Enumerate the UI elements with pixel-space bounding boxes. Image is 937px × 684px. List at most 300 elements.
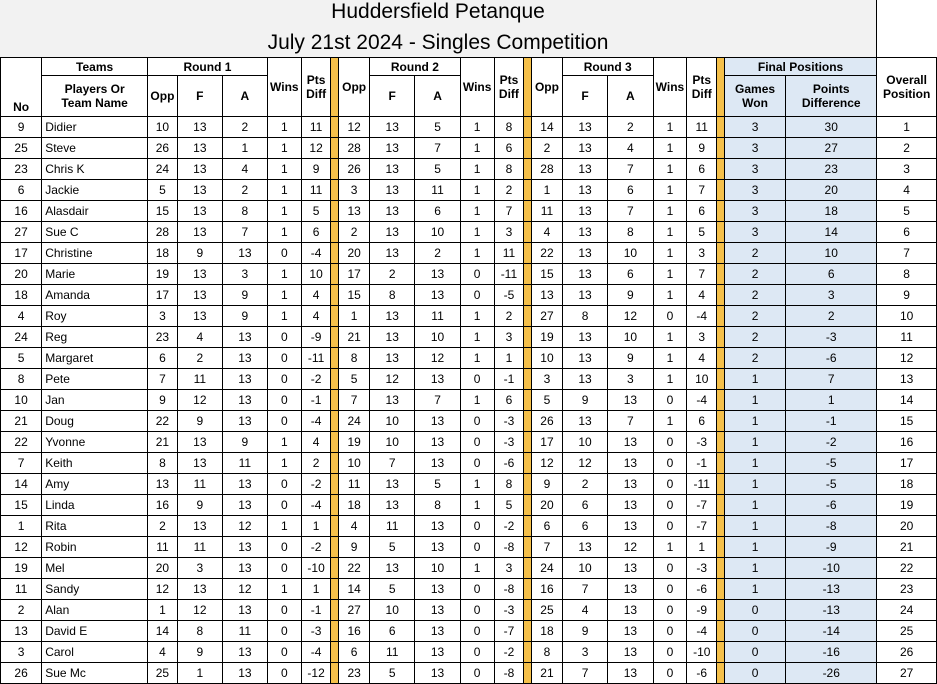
r2-pts-diff-cell: 6 <box>494 138 524 159</box>
column-separator <box>331 663 339 684</box>
overall-position-cell: 13 <box>877 369 937 390</box>
r1-against-cell: 12 <box>222 516 267 537</box>
points-difference-cell: 6 <box>786 264 877 285</box>
r3-against-cell: 7 <box>608 411 653 432</box>
r3-wins-cell: 0 <box>653 453 687 474</box>
r1-wins-cell: 1 <box>267 579 301 600</box>
r2-opp-cell: 8 <box>339 348 370 369</box>
column-separator <box>717 264 725 285</box>
player-number-cell: 21 <box>1 411 42 432</box>
col-header-opp-r1: Opp <box>148 76 178 117</box>
r3-for-cell: 13 <box>562 138 607 159</box>
games-won-cell: 2 <box>724 285 785 306</box>
overall-position-cell: 15 <box>877 411 937 432</box>
col-header-a-r3: A <box>608 76 653 117</box>
r3-for-cell: 6 <box>562 495 607 516</box>
r1-pts-diff-cell: -1 <box>301 390 331 411</box>
r2-against-cell: 5 <box>415 159 460 180</box>
r3-for-cell: 13 <box>562 264 607 285</box>
r2-opp-cell: 11 <box>339 474 370 495</box>
r2-wins-cell: 1 <box>460 558 494 579</box>
r3-for-cell: 13 <box>562 369 607 390</box>
column-separator <box>717 138 725 159</box>
r3-pts-diff-cell: 11 <box>687 117 717 138</box>
r2-pts-diff-cell: 1 <box>494 348 524 369</box>
column-separator <box>331 642 339 663</box>
r1-pts-diff-cell: 11 <box>301 180 331 201</box>
games-won-cell: 1 <box>724 474 785 495</box>
r3-pts-diff-cell: 4 <box>687 285 717 306</box>
r1-for-cell: 9 <box>177 642 222 663</box>
player-number-cell: 22 <box>1 432 42 453</box>
r3-against-cell: 6 <box>608 264 653 285</box>
r2-for-cell: 13 <box>370 495 415 516</box>
r2-wins-cell: 0 <box>460 264 494 285</box>
table-row <box>1 285 937 306</box>
r1-opp-cell: 23 <box>148 327 178 348</box>
r1-wins-cell: 1 <box>267 285 301 306</box>
r3-for-cell: 13 <box>562 222 607 243</box>
r1-pts-diff-cell: -3 <box>301 621 331 642</box>
points-difference-cell: 10 <box>786 243 877 264</box>
column-separator <box>717 159 725 180</box>
r1-pts-diff-cell: 6 <box>301 222 331 243</box>
r3-wins-cell: 1 <box>653 180 687 201</box>
table-row <box>1 180 937 201</box>
column-separator <box>717 369 725 390</box>
r2-for-cell: 13 <box>370 180 415 201</box>
column-separator <box>717 201 725 222</box>
r2-pts-diff-cell: -8 <box>494 663 524 684</box>
points-difference-cell: -10 <box>786 558 877 579</box>
points-difference-cell: -13 <box>786 579 877 600</box>
r3-for-cell: 9 <box>562 390 607 411</box>
overall-position-cell: 11 <box>877 327 937 348</box>
column-separator <box>331 579 339 600</box>
r1-against-cell: 2 <box>222 117 267 138</box>
column-separator <box>331 159 339 180</box>
table-row <box>1 579 937 600</box>
r1-for-cell: 13 <box>177 579 222 600</box>
r3-pts-diff-cell: 7 <box>687 180 717 201</box>
r2-opp-cell: 7 <box>339 390 370 411</box>
r3-pts-diff-cell: 3 <box>687 327 717 348</box>
r3-wins-cell: 1 <box>653 243 687 264</box>
r2-wins-cell: 1 <box>460 180 494 201</box>
r1-opp-cell: 28 <box>148 222 178 243</box>
r1-for-cell: 13 <box>177 138 222 159</box>
r3-wins-cell: 1 <box>653 411 687 432</box>
r1-pts-diff-cell: -9 <box>301 327 331 348</box>
r2-for-cell: 7 <box>370 453 415 474</box>
player-name-cell: Roy <box>42 306 148 327</box>
points-difference-cell: -6 <box>786 348 877 369</box>
r2-for-cell: 5 <box>370 537 415 558</box>
player-number-cell: 19 <box>1 558 42 579</box>
overall-position-cell: 7 <box>877 243 937 264</box>
column-separator <box>524 432 532 453</box>
r3-for-cell: 13 <box>562 327 607 348</box>
r2-pts-diff-cell: -3 <box>494 411 524 432</box>
r2-wins-cell: 1 <box>460 474 494 495</box>
r3-opp-cell: 9 <box>532 474 563 495</box>
r1-pts-diff-cell: -2 <box>301 369 331 390</box>
col-header-final-positions: Final Positions <box>724 58 876 76</box>
r1-for-cell: 2 <box>177 348 222 369</box>
r3-against-cell: 13 <box>608 621 653 642</box>
r3-opp-cell: 3 <box>532 369 563 390</box>
r2-for-cell: 13 <box>370 159 415 180</box>
points-difference-cell: 18 <box>786 201 877 222</box>
r3-pts-diff-cell: -4 <box>687 390 717 411</box>
r3-pts-diff-cell: 6 <box>687 411 717 432</box>
r1-against-cell: 11 <box>222 621 267 642</box>
r3-wins-cell: 1 <box>653 327 687 348</box>
games-won-cell: 2 <box>724 243 785 264</box>
r2-against-cell: 13 <box>415 411 460 432</box>
overall-position-cell: 1 <box>877 117 937 138</box>
r2-against-cell: 13 <box>415 642 460 663</box>
r1-against-cell: 11 <box>222 453 267 474</box>
r1-opp-cell: 13 <box>148 474 178 495</box>
player-number-cell: 23 <box>1 159 42 180</box>
r1-against-cell: 13 <box>222 642 267 663</box>
games-won-cell: 2 <box>724 306 785 327</box>
r1-for-cell: 13 <box>177 432 222 453</box>
player-number-cell: 12 <box>1 537 42 558</box>
column-separator <box>331 495 339 516</box>
r2-wins-cell: 1 <box>460 222 494 243</box>
column-separator <box>524 558 532 579</box>
r3-wins-cell: 1 <box>653 159 687 180</box>
r3-opp-cell: 1 <box>532 180 563 201</box>
games-won-cell: 1 <box>724 390 785 411</box>
r3-against-cell: 6 <box>608 180 653 201</box>
points-difference-cell: 7 <box>786 369 877 390</box>
r1-opp-cell: 1 <box>148 600 178 621</box>
r2-against-cell: 11 <box>415 306 460 327</box>
column-separator <box>717 495 725 516</box>
overall-position-cell: 8 <box>877 264 937 285</box>
r3-wins-cell: 1 <box>653 117 687 138</box>
column-separator <box>717 222 725 243</box>
r3-opp-cell: 25 <box>532 600 563 621</box>
r3-opp-cell: 27 <box>532 306 563 327</box>
overall-position-cell: 18 <box>877 474 937 495</box>
points-difference-cell: 3 <box>786 285 877 306</box>
table-row <box>1 306 937 327</box>
column-separator <box>524 327 532 348</box>
r1-for-cell: 13 <box>177 180 222 201</box>
r2-for-cell: 5 <box>370 663 415 684</box>
r2-opp-cell: 26 <box>339 159 370 180</box>
r3-against-cell: 13 <box>608 579 653 600</box>
r3-for-cell: 7 <box>562 579 607 600</box>
column-separator <box>524 537 532 558</box>
r3-pts-diff-cell: 10 <box>687 369 717 390</box>
overall-position-cell: 25 <box>877 621 937 642</box>
column-separator <box>524 516 532 537</box>
player-number-cell: 1 <box>1 516 42 537</box>
player-number-cell: 13 <box>1 621 42 642</box>
player-number-cell: 4 <box>1 306 42 327</box>
r1-wins-cell: 0 <box>267 348 301 369</box>
games-won-cell: 3 <box>724 138 785 159</box>
games-won-cell: 1 <box>724 432 785 453</box>
points-difference-cell: -13 <box>786 600 877 621</box>
r3-pts-diff-cell: -6 <box>687 663 717 684</box>
r1-against-cell: 13 <box>222 411 267 432</box>
column-separator <box>524 495 532 516</box>
games-won-cell: 1 <box>724 453 785 474</box>
games-won-cell: 1 <box>724 369 785 390</box>
r3-pts-diff-cell: -4 <box>687 306 717 327</box>
r2-for-cell: 13 <box>370 201 415 222</box>
player-number-cell: 6 <box>1 180 42 201</box>
r3-for-cell: 13 <box>562 180 607 201</box>
overall-position-cell: 21 <box>877 537 937 558</box>
r2-for-cell: 13 <box>370 243 415 264</box>
r2-against-cell: 7 <box>415 138 460 159</box>
overall-position-cell: 5 <box>877 201 937 222</box>
r1-wins-cell: 1 <box>267 222 301 243</box>
column-separator <box>524 621 532 642</box>
r2-pts-diff-cell: -2 <box>494 516 524 537</box>
player-number-cell: 15 <box>1 495 42 516</box>
r2-for-cell: 11 <box>370 516 415 537</box>
r3-pts-diff-cell: -10 <box>687 642 717 663</box>
overall-position-cell: 23 <box>877 579 937 600</box>
r1-pts-diff-cell: 10 <box>301 264 331 285</box>
r1-opp-cell: 3 <box>148 306 178 327</box>
player-number-cell: 3 <box>1 642 42 663</box>
r1-for-cell: 13 <box>177 516 222 537</box>
points-difference-cell: -1 <box>786 411 877 432</box>
r2-opp-cell: 12 <box>339 117 370 138</box>
column-separator <box>331 58 339 117</box>
player-name-cell: Mel <box>42 558 148 579</box>
column-separator <box>717 117 725 138</box>
r1-for-cell: 13 <box>177 264 222 285</box>
player-name-cell: Pete <box>42 369 148 390</box>
column-separator <box>717 663 725 684</box>
r3-opp-cell: 13 <box>532 285 563 306</box>
r2-against-cell: 13 <box>415 537 460 558</box>
r1-against-cell: 9 <box>222 432 267 453</box>
r2-against-cell: 6 <box>415 201 460 222</box>
r1-wins-cell: 1 <box>267 138 301 159</box>
r3-against-cell: 12 <box>608 537 653 558</box>
r2-wins-cell: 0 <box>460 432 494 453</box>
column-separator <box>717 306 725 327</box>
column-separator <box>524 201 532 222</box>
column-separator <box>331 348 339 369</box>
column-separator <box>717 474 725 495</box>
r1-opp-cell: 4 <box>148 642 178 663</box>
r2-for-cell: 13 <box>370 138 415 159</box>
column-separator <box>717 432 725 453</box>
r1-against-cell: 1 <box>222 138 267 159</box>
r1-for-cell: 9 <box>177 495 222 516</box>
r1-for-cell: 11 <box>177 537 222 558</box>
sheet-title: Huddersfield Petanque <box>331 0 545 23</box>
overall-position-cell: 6 <box>877 222 937 243</box>
r2-wins-cell: 0 <box>460 537 494 558</box>
r2-against-cell: 2 <box>415 243 460 264</box>
games-won-cell: 3 <box>724 222 785 243</box>
r2-pts-diff-cell: 2 <box>494 180 524 201</box>
player-name-cell: Yvonne <box>42 432 148 453</box>
r1-wins-cell: 0 <box>267 243 301 264</box>
r1-opp-cell: 5 <box>148 180 178 201</box>
r2-wins-cell: 1 <box>460 243 494 264</box>
column-separator <box>524 285 532 306</box>
r3-wins-cell: 1 <box>653 348 687 369</box>
r2-pts-diff-cell: 3 <box>494 327 524 348</box>
r1-against-cell: 13 <box>222 243 267 264</box>
r1-against-cell: 13 <box>222 348 267 369</box>
r3-wins-cell: 1 <box>653 537 687 558</box>
r3-for-cell: 4 <box>562 600 607 621</box>
r3-for-cell: 13 <box>562 243 607 264</box>
r1-opp-cell: 24 <box>148 159 178 180</box>
r1-opp-cell: 9 <box>148 390 178 411</box>
column-separator <box>331 264 339 285</box>
r2-for-cell: 10 <box>370 411 415 432</box>
column-separator <box>524 180 532 201</box>
r2-for-cell: 2 <box>370 264 415 285</box>
r3-wins-cell: 1 <box>653 285 687 306</box>
player-name-cell: Christine <box>42 243 148 264</box>
r1-against-cell: 12 <box>222 579 267 600</box>
points-difference-cell: 2 <box>786 306 877 327</box>
r1-pts-diff-cell: -10 <box>301 558 331 579</box>
col-header-opp-r2: Opp <box>339 58 370 117</box>
r2-against-cell: 13 <box>415 600 460 621</box>
r3-wins-cell: 0 <box>653 495 687 516</box>
r1-opp-cell: 26 <box>148 138 178 159</box>
r2-wins-cell: 1 <box>460 390 494 411</box>
r2-for-cell: 13 <box>370 222 415 243</box>
points-difference-cell: -5 <box>786 453 877 474</box>
r2-opp-cell: 15 <box>339 285 370 306</box>
r3-against-cell: 4 <box>608 138 653 159</box>
player-name-cell: David E <box>42 621 148 642</box>
r2-against-cell: 5 <box>415 474 460 495</box>
table-row <box>1 642 937 663</box>
column-separator <box>524 663 532 684</box>
table-row <box>1 411 937 432</box>
r2-for-cell: 12 <box>370 369 415 390</box>
r1-opp-cell: 16 <box>148 495 178 516</box>
r1-wins-cell: 1 <box>267 432 301 453</box>
r2-pts-diff-cell: -1 <box>494 369 524 390</box>
table-row <box>1 201 937 222</box>
r3-pts-diff-cell: 7 <box>687 264 717 285</box>
r1-wins-cell: 1 <box>267 117 301 138</box>
column-separator <box>524 243 532 264</box>
games-won-cell: 1 <box>724 537 785 558</box>
column-separator <box>331 327 339 348</box>
r3-pts-diff-cell: 3 <box>687 243 717 264</box>
r1-pts-diff-cell: 9 <box>301 159 331 180</box>
r2-for-cell: 13 <box>370 306 415 327</box>
r2-wins-cell: 1 <box>460 201 494 222</box>
r1-pts-diff-cell: 1 <box>301 516 331 537</box>
table-row <box>1 663 937 684</box>
games-won-cell: 2 <box>724 348 785 369</box>
r1-for-cell: 11 <box>177 369 222 390</box>
col-header-f-r2: F <box>370 76 415 117</box>
r2-pts-diff-cell: 3 <box>494 222 524 243</box>
r3-for-cell: 13 <box>562 285 607 306</box>
table-row <box>1 369 937 390</box>
r1-wins-cell: 0 <box>267 495 301 516</box>
r1-against-cell: 13 <box>222 327 267 348</box>
r1-opp-cell: 22 <box>148 411 178 432</box>
r2-opp-cell: 24 <box>339 411 370 432</box>
player-name-cell: Sue C <box>42 222 148 243</box>
games-won-cell: 3 <box>724 180 785 201</box>
r1-wins-cell: 1 <box>267 180 301 201</box>
points-difference-cell: 14 <box>786 222 877 243</box>
column-separator <box>717 453 725 474</box>
column-separator <box>717 579 725 600</box>
r2-for-cell: 6 <box>370 621 415 642</box>
column-separator <box>524 306 532 327</box>
overall-position-cell: 12 <box>877 348 937 369</box>
r2-for-cell: 13 <box>370 327 415 348</box>
overall-position-cell: 2 <box>877 138 937 159</box>
r1-opp-cell: 18 <box>148 243 178 264</box>
r3-opp-cell: 12 <box>532 453 563 474</box>
r3-wins-cell: 0 <box>653 663 687 684</box>
r3-for-cell: 9 <box>562 621 607 642</box>
r3-against-cell: 13 <box>608 495 653 516</box>
col-header-overall-position: Overall Position <box>877 58 937 117</box>
r3-pts-diff-cell: 5 <box>687 222 717 243</box>
player-name-cell: Didier <box>42 117 148 138</box>
games-won-cell: 2 <box>724 264 785 285</box>
r1-opp-cell: 2 <box>148 516 178 537</box>
r2-wins-cell: 0 <box>460 369 494 390</box>
r2-opp-cell: 28 <box>339 138 370 159</box>
column-separator <box>524 348 532 369</box>
results-body <box>1 117 937 684</box>
column-separator <box>717 180 725 201</box>
r2-opp-cell: 21 <box>339 327 370 348</box>
player-name-cell: Jan <box>42 390 148 411</box>
col-header-wins-r2: Wins <box>460 58 494 117</box>
r3-opp-cell: 7 <box>532 537 563 558</box>
r3-pts-diff-cell: -3 <box>687 432 717 453</box>
r2-pts-diff-cell: -8 <box>494 537 524 558</box>
r2-wins-cell: 1 <box>460 327 494 348</box>
points-difference-cell: 23 <box>786 159 877 180</box>
r3-for-cell: 7 <box>562 663 607 684</box>
r2-for-cell: 13 <box>370 558 415 579</box>
r3-opp-cell: 6 <box>532 516 563 537</box>
player-number-cell: 5 <box>1 348 42 369</box>
games-won-cell: 0 <box>724 621 785 642</box>
column-separator <box>717 390 725 411</box>
r2-pts-diff-cell: -8 <box>494 579 524 600</box>
games-won-cell: 1 <box>724 558 785 579</box>
r2-opp-cell: 27 <box>339 600 370 621</box>
player-name-cell: Reg <box>42 327 148 348</box>
points-difference-cell: 30 <box>786 117 877 138</box>
table-row <box>1 474 937 495</box>
